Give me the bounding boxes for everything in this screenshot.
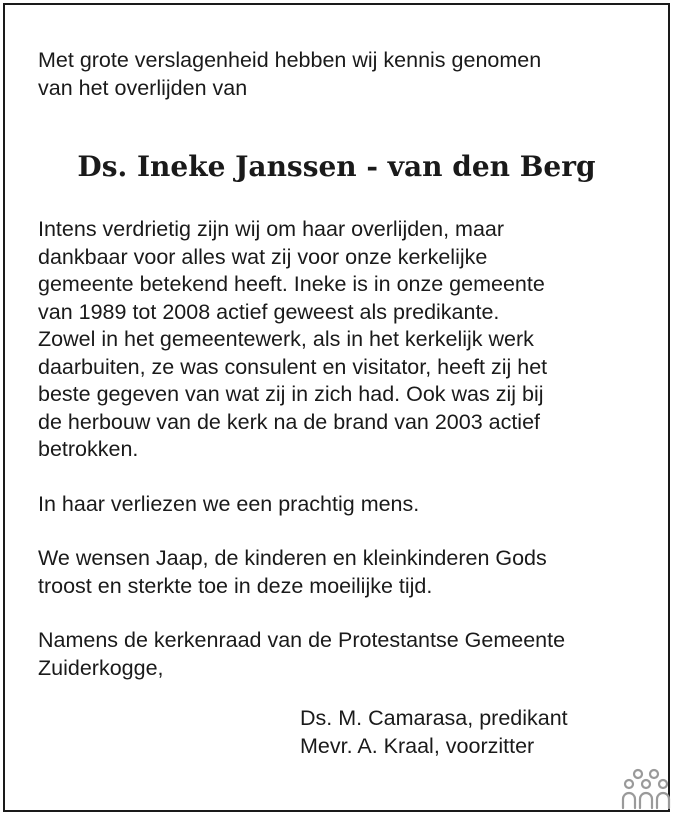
text-line: betrokken.: [38, 437, 139, 461]
text-line: daarbuiten, ze was consulent en visitator, heeft zij het: [38, 354, 548, 379]
signer-line: Mevr. A. Kraal, voorzitter: [300, 733, 535, 758]
intro-line: Met grote verslagenheid hebben wij kennis genomen: [38, 48, 542, 72]
text-line: beste gegeven van wat zij in zich had. Ook was zij bij: [38, 382, 544, 406]
group-of-people-icon: [621, 768, 671, 810]
text-line: van 1989 tot 2008 actief geweest als predikante.: [38, 299, 500, 324]
text-line: We wensen Jaap, de kinderen en kleinkinderen Gods: [38, 546, 547, 570]
text-line: gemeente betekend heeft. Ineke is in onze gemeente: [38, 272, 545, 296]
text-line: troost en sterkte toe in deze moeilijke tijd.: [38, 573, 433, 598]
paragraph-loss: [38, 491, 658, 519]
text-line: Zowel in het gemeentewerk, als in het kerkelijk werk: [38, 327, 534, 351]
text-line: Namens de kerkenraad van de Protestantse Gemeente: [38, 628, 566, 652]
notice-body: [38, 216, 658, 682]
paragraph-condolence: [38, 545, 658, 600]
signer-line: Ds. M. Camarasa, predikant: [300, 706, 568, 730]
deceased-name: Ds. Ineke Janssen - van den Berg: [77, 150, 596, 183]
text-line: dankbaar voor alles wat zij voor onze kerkelijke: [38, 244, 488, 269]
text-line: Zuiderkogge,: [38, 655, 164, 680]
paragraph-tribute: [38, 216, 658, 464]
text-line: In haar verliezen we een prachtig mens.: [38, 491, 420, 516]
signatories: [300, 705, 568, 760]
obituary-notice: [3, 3, 670, 812]
text-line: Intens verdrietig zijn wij om haar overlijden, maar: [38, 217, 505, 241]
intro-text: [38, 47, 648, 102]
intro-line: van het overlijden van: [38, 75, 248, 100]
paragraph-on-behalf: [38, 627, 658, 682]
text-line: de herbouw van de kerk na de brand van 2003 actief: [38, 409, 541, 434]
